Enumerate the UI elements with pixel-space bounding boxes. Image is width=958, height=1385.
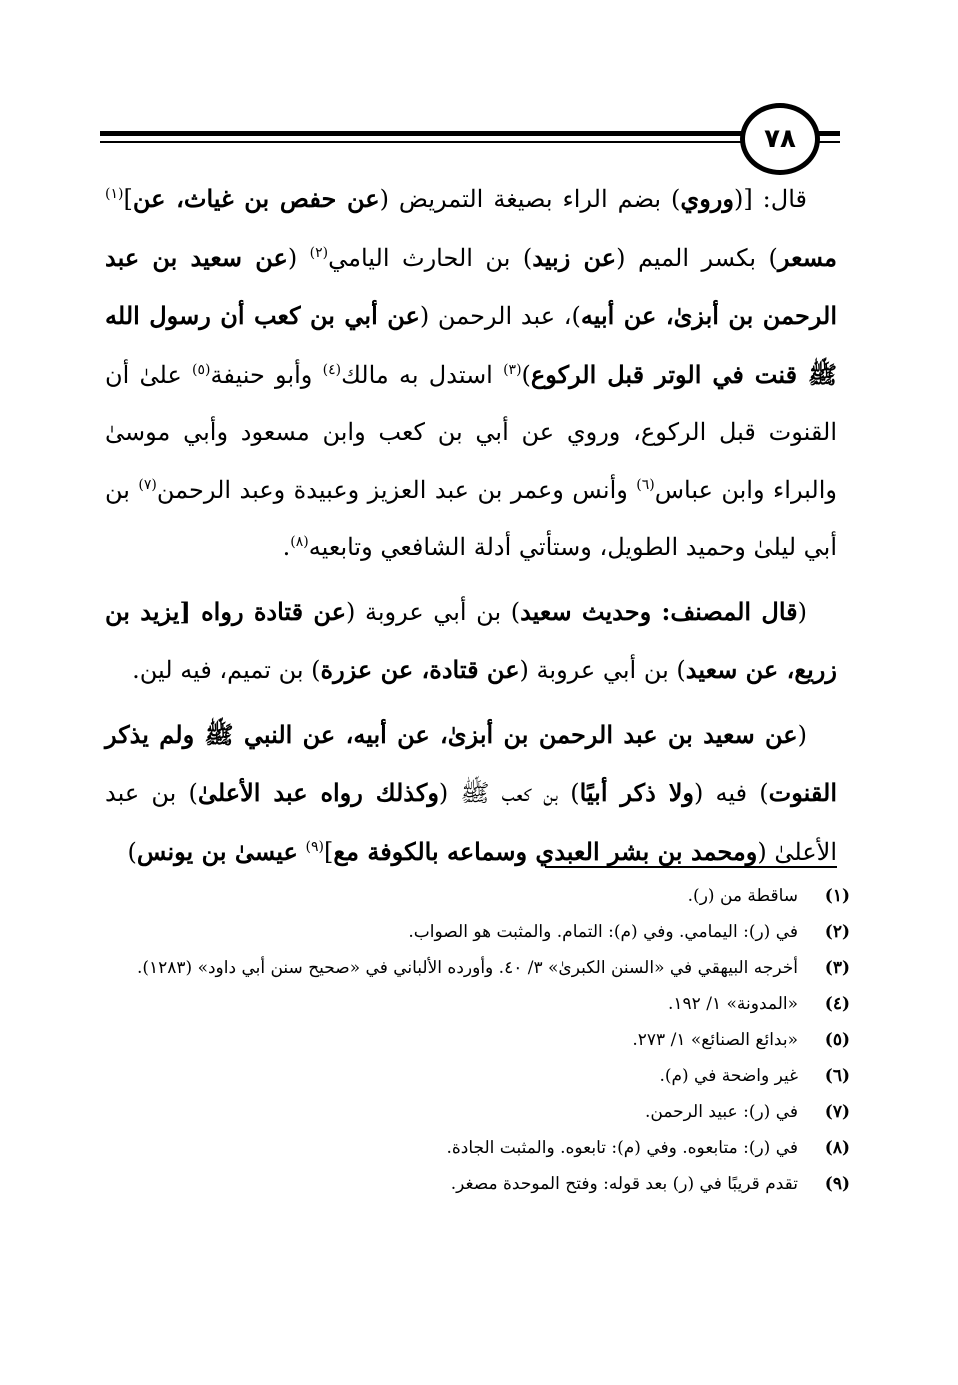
- text-run: (: [797, 720, 807, 749]
- bold-text: عن قتادة، عن عزرة: [320, 655, 520, 684]
- text-run: ) بكسر الميم (: [616, 243, 778, 272]
- footnote-text: في (ر): عبيد الرحمن.: [645, 1102, 798, 1122]
- text-run: )، عبد الرحمن (: [419, 302, 581, 330]
- footnote-ref: (٢): [309, 244, 329, 261]
- header-rule-stub-thin: [818, 141, 840, 143]
- text-run: قال: [(: [733, 185, 807, 213]
- footnote-number: (٤): [824, 994, 850, 1014]
- footnote-ref: (٥): [192, 361, 211, 378]
- footnote-text: ساقطة من (ر).: [687, 886, 798, 906]
- footnote-text: تقدم قريبًا في (ر) بعد قوله: وفتح الموحدة مصغر.: [450, 1174, 798, 1194]
- footnote-number: (٢): [824, 922, 850, 942]
- footnote-item: [105, 1022, 850, 1058]
- paragraph: [105, 583, 837, 700]
- footnote-ref: (٣): [503, 361, 522, 378]
- footnote-number: (٥): [824, 1030, 850, 1050]
- footnote-text: غير واضحة في (م).: [659, 1066, 798, 1086]
- footnote-item: [105, 986, 850, 1022]
- bold-text: عن سعيد بن عبد الرحمن بن أبزىٰ، عن أبيه: [105, 242, 838, 330]
- footnote-number: (٦): [824, 1066, 850, 1086]
- footnote-ref: (٨): [290, 534, 309, 550]
- header-rule-stub: [818, 131, 840, 136]
- bold-text: عن سعيد بن عبد الرحمن بن أبزىٰ، عن أبيه، عن النبي ﷺ ولم يذكر القنوت: [105, 719, 838, 807]
- text-run: .: [282, 533, 291, 561]
- text-run: ) بن الحارث اليامي: [328, 243, 533, 272]
- header-rule-thin: [100, 141, 745, 143]
- bold-text: وكذلك رواه عبد الأعلىٰ: [197, 778, 439, 807]
- text-run: ) بن أبي عروبة (: [346, 597, 521, 626]
- footnote-number: (٧): [824, 1102, 850, 1122]
- text-run: ) بن عبد الأعلىٰ (: [105, 779, 837, 866]
- bold-text: عن أبي بن كعب أن رسول الله ﷺ قنت في الوتر قبل الركوع: [105, 301, 837, 389]
- main-text: [105, 170, 837, 887]
- bold-text: عن حفص بن غياث، عن: [132, 184, 380, 213]
- text-run: [298, 838, 306, 866]
- footnote-text: «المدونة» ١/ ١٩٢.: [667, 994, 798, 1014]
- footnote-item: [105, 950, 850, 986]
- text-run: ) بن أبي عروبة (: [519, 656, 686, 684]
- header-rule-thick: [100, 131, 745, 136]
- footnote-item: [105, 1130, 850, 1166]
- text-run: استدل به مالك: [341, 360, 504, 389]
- footnote-number: (٨): [824, 1138, 850, 1158]
- footnote-text: أخرجه البيهقي في «السنن الكبرىٰ» ٣/ ٤٠. وأورده الألباني في «صحيح سنن أبي داود» (١٢٨٣).: [136, 958, 798, 978]
- bold-text: عيسىٰ بن يونس: [136, 836, 298, 866]
- text-run: علىٰ أن القنوت قبل الركوع، وروي عن أبي بن كعب وابن مسعود وأبي موسىٰ والبراء وابن عباس: [105, 360, 837, 504]
- footnote-item: [105, 1094, 850, 1130]
- paragraph: [105, 170, 837, 577]
- footnote-number: (١): [824, 886, 850, 906]
- footnote-number: (٩): [824, 1174, 850, 1194]
- footnotes: [105, 878, 850, 1202]
- text-run: ): [127, 837, 137, 866]
- page-number-badge: ٧٨: [740, 103, 820, 175]
- footnote-item: [105, 914, 850, 950]
- text-run: وأبو حنيفة: [210, 360, 323, 389]
- text-run: ]: [323, 837, 334, 866]
- text-run: بن أبي ليلىٰ وحميد الطويل، وستأتي أدلة الشافعي وتابعيه: [105, 475, 837, 561]
- footnote-number: (٣): [824, 958, 850, 978]
- bold-text: ولا ذكر أبيًا: [579, 778, 694, 807]
- text-run: ) بضم الراء بصيغة التمريض (: [379, 185, 681, 213]
- footnote-item: [105, 1058, 850, 1094]
- footnote-item: [105, 1166, 850, 1202]
- bold-text: قال المصنف: وحديث سعيد: [520, 596, 798, 626]
- text-run: ) بن تميم، فيه لين.: [132, 656, 321, 684]
- footnote-text: في (ر): اليمامي. وفي (م): التمام. والمثبت هو الصواب.: [408, 922, 798, 942]
- footnote-text: في (ر): متابعوه. وفي (م): تابعوه. والمثبت الجادة.: [446, 1138, 798, 1158]
- bold-text: وروي: [680, 184, 734, 213]
- footnote-ref: (١): [105, 186, 124, 202]
- paragraph: [105, 706, 837, 882]
- footnote-separator: [545, 866, 837, 868]
- text-run: ): [521, 360, 531, 389]
- text-run: (: [797, 597, 807, 626]
- bold-text: عن قتادة رواه [يزيد بن زريع، عن سعيد: [105, 596, 837, 684]
- footnote-ref: (٦): [636, 476, 655, 493]
- text-run: ) فيه (: [693, 779, 769, 807]
- text-run: ) بن كعب ﷺ (: [438, 779, 580, 807]
- bold-text: مسعر: [777, 242, 838, 272]
- text-run: ]: [123, 185, 133, 213]
- bold-text: عن زبيد: [532, 242, 617, 272]
- footnote-ref: (٩): [305, 838, 324, 855]
- footnote-ref: (٧): [138, 476, 157, 493]
- footnote-item: [105, 878, 850, 914]
- text-run: وأنس وعمر بن عبد العزيز وعبيدة وعبد الرحمن: [156, 475, 637, 504]
- footnote-text: «بدائع الصنائع» ١/ ٢٧٣.: [632, 1030, 798, 1050]
- bold-text: ومحمد بن بشر العبدي وسماعه بالكوفة مع: [333, 836, 758, 866]
- text-run: (: [287, 243, 310, 272]
- footnote-ref: (٤): [322, 361, 342, 378]
